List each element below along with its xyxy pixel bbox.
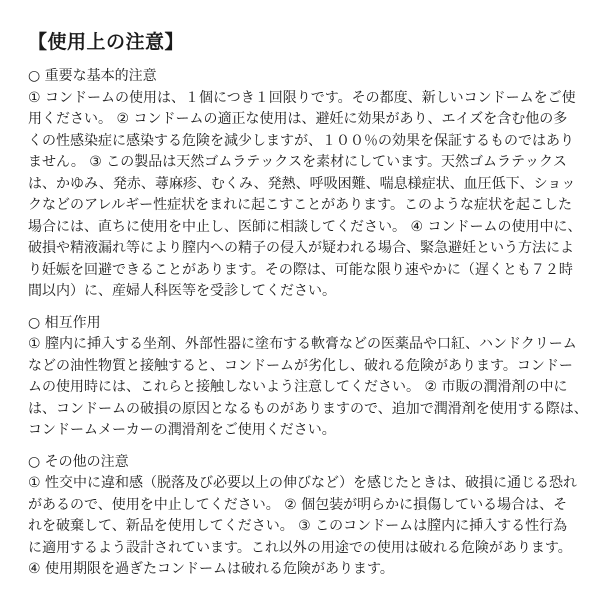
page-title: 【使用上の注意】 [28,31,185,53]
body-line: クなどのアレルギー性症状をまれに起こすことがあります。このような症状を起こした [28,197,572,213]
body-line: があるので、使用を中止してください。 ② 個包装が明らかに損傷している場合は、そ [28,496,568,513]
body-line: ① コンドームの使用は、１個につき１回限りです。その都度、新しいコンドームをご使 [28,89,576,106]
body-line: は、かゆみ、発赤、蕁麻疹、むくみ、発熱、呼吸困難、喘息様症状、血圧低下、ショッ [28,175,576,192]
body-line: 間以内）に、産婦人科医等を受診してください。 [28,283,336,299]
section-other-precautions [28,452,582,581]
section-heading-important-basic: ○ 重要な基本的注意 [28,68,157,84]
body-line: 場合には、直ちに使用を中止し、医師に相談してください。 ④ コンドームの使用中に、 [28,218,582,235]
body-line: ムの使用時には、これらと接触しないよう注意してください。 ② 市販の潤滑剤の中に [28,379,568,395]
body-line: に適用するよう設計されています。これ以外の用途での使用は破れる危険があります。 [28,539,572,556]
section-important-basic-precautions [28,66,582,303]
section-heading-other: ○ その他の注意 [28,453,129,470]
body-line: ④ 使用期限を過ぎたコンドームは破れる危険があります。 [28,561,394,577]
body-line: コンドームメーカーの潤滑剤をご使用ください。 [28,422,336,438]
body-line: 用ください。 ② コンドームの適正な使用は、避妊に効果があり、エイズを含む他の多 [28,111,568,127]
body-line: り妊娠を回避できることがあります。その際は、可能な限り速やかに（遅くとも７２時 [28,261,573,278]
body-line: 破損や精液漏れ等により膣内への精子の侵入が疑われる場合、緊急避妊という方法によ [28,240,574,256]
body-line: ① 膣内に挿入する坐剤、外部性器に塗布する軟膏などの医薬品や口紅、ハンドクリーム [28,336,577,352]
body-line: などの油性物質と接触すると、コンドームが劣化し、破れる危険があります。コンドー [28,357,573,374]
body-line: くの性感染症に感染する危険を減少しますが、１００％の効果を保証するものではあり [28,132,574,149]
body-line: れを破棄して、新品を使用してください。 ③ このコンドームは膣内に挿入する性行為 [28,518,568,534]
section-heading-interactions: ○ 相互作用 [28,314,101,331]
body-line: ません。 ③ この製品は天然ゴムラテックスを素材にしています。天然ゴムラテックス [28,154,567,170]
body-line: ① 性交中に違和感（脱落及び必要以上の伸びなど）を感じたときは、破損に通じる恐れ [28,475,577,491]
body-line: は、コンドームの破損の原因となるものがありますので、追加で潤滑剤を使用する際は、 [28,400,588,417]
section-interactions [28,313,588,442]
